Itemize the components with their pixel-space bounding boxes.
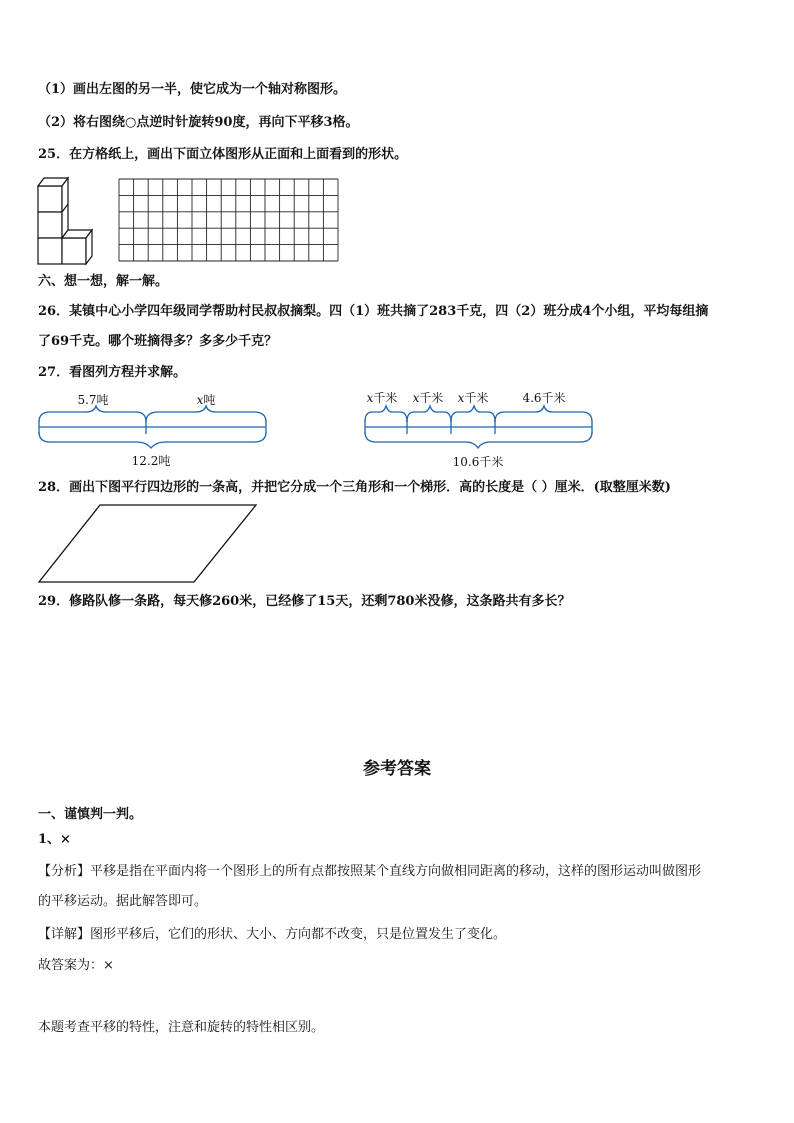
q24-part1: （1）画出左图的另一半，使它成为一个轴对称图形。 bbox=[38, 82, 347, 97]
q24-part2: （2）将右图绕○点逆时针旋转90度，再向下平移3格。 bbox=[38, 115, 359, 130]
segment-label-x-km-2: x千米 bbox=[412, 391, 444, 405]
q25-text: 25．在方格纸上，画出下面立体图形从正面和上面看到的形状。 bbox=[38, 147, 408, 162]
answers-title: 参考答案 bbox=[363, 759, 431, 779]
answer-conclusion: 故答案为：× bbox=[38, 958, 114, 973]
q26-line2: 了69千克。哪个班摘得多？多多少千克？ bbox=[38, 334, 278, 349]
q26-line1: 26．某镇中心小学四年级同学帮助村民叔叔摘梨。四（1）班共摘了283千克，四（2）班分成4个小组，平均每组摘 bbox=[38, 304, 709, 319]
answers-section1: 一、谨慎判一判。 bbox=[38, 807, 143, 822]
grid-paper bbox=[118, 178, 340, 262]
cube-stack-figure bbox=[34, 174, 94, 266]
answer-note: 本题考查平移的特性，注意和旋转的特性相区别。 bbox=[38, 1020, 325, 1035]
segment-label-4-6km: 4.6千米 bbox=[522, 391, 566, 405]
line-diagram-right bbox=[362, 386, 598, 472]
q27-text: 27．看图列方程并求解。 bbox=[38, 365, 187, 380]
q29-text: 29．修路队修一条路，每天修260米，已经修了15天，还剩780米没修，这条路共有多长？ bbox=[38, 594, 571, 609]
total-label-10-6km: 10.6千米 bbox=[452, 455, 504, 469]
section6-heading: 六、想一想，解一解。 bbox=[38, 274, 169, 289]
analysis-line1: 【分析】平移是指在平面内将一个图形上的所有点都按照某个直线方向做相同距离的移动，这样的图形运动叫做图形 bbox=[38, 864, 702, 879]
detail-line: 【详解】图形平移后，它们的形状、大小、方向都不改变，只是位置发生了变化。 bbox=[38, 927, 507, 942]
analysis-line2: 的平移运动。据此解答即可。 bbox=[38, 894, 208, 909]
segment-label-x-km-1: x千米 bbox=[366, 391, 398, 405]
q28-text: 28．画出下图平行四边形的一条高，并把它分成一个三角形和一个梯形．高的长度是（ ）厘米．(取整厘米数) bbox=[38, 480, 671, 495]
segment-label-x-km-3: x千米 bbox=[457, 391, 489, 405]
segment-label-x-t: x吨 bbox=[196, 393, 216, 407]
total-label-12-2t: 12.2吨 bbox=[131, 454, 171, 468]
segment-label-5-7t: 5.7吨 bbox=[77, 393, 109, 407]
parallelogram-figure bbox=[36, 502, 260, 586]
line-diagram-left bbox=[36, 388, 272, 472]
answer-item-1: 1、× bbox=[38, 832, 71, 847]
